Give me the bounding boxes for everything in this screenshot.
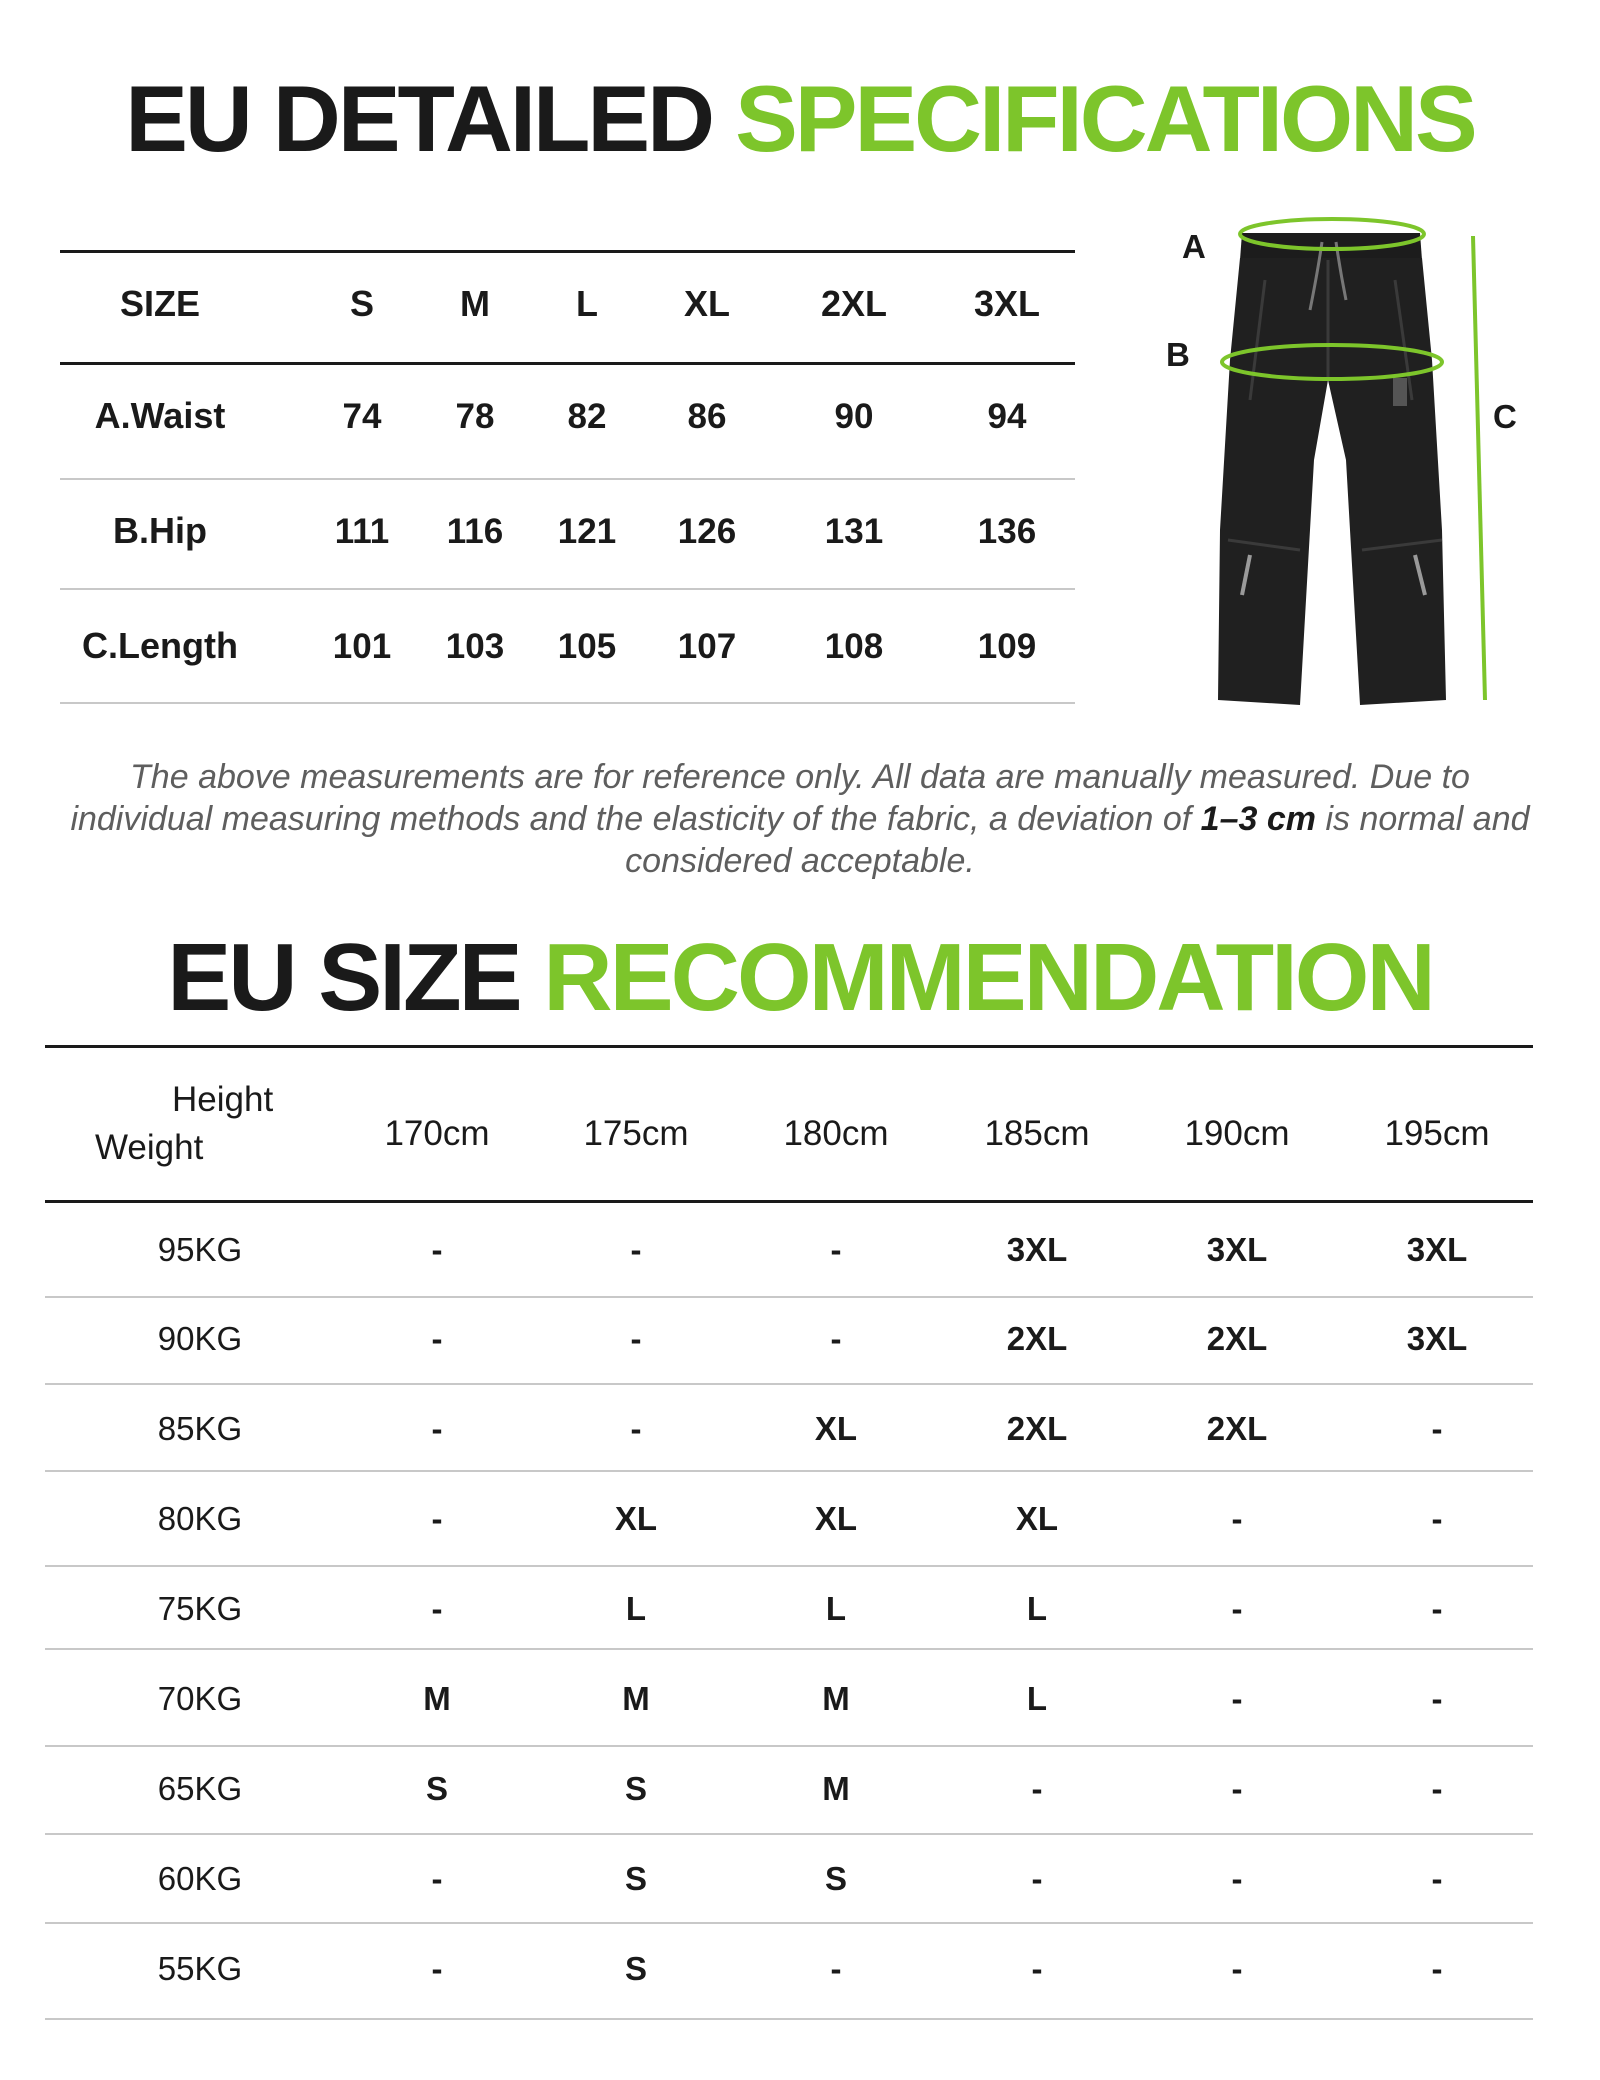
size-cell: S <box>624 1860 647 1897</box>
spec-header-cell: S <box>349 283 374 324</box>
spec-value-cell: 94 <box>987 397 1027 436</box>
rec-row-divider <box>45 1833 1533 1835</box>
pants-diagram <box>1150 200 1550 720</box>
height-header-cell: 190cm <box>1184 1114 1290 1153</box>
spec-row-label: A.Waist <box>94 395 226 436</box>
rec-rule-header <box>45 1200 1533 1203</box>
size-cell: - <box>830 1320 842 1357</box>
size-cell: - <box>431 1860 443 1897</box>
size-cell: - <box>1031 1770 1043 1807</box>
size-cell: XL <box>1015 1500 1059 1537</box>
spec-value-cell: 107 <box>677 627 737 666</box>
size-cell: - <box>1231 1860 1243 1897</box>
size-cell: - <box>830 1231 842 1268</box>
spec-value-cell: 103 <box>445 627 505 666</box>
size-cell: - <box>1231 1590 1243 1627</box>
size-cell: L <box>625 1590 647 1627</box>
size-cell: - <box>1231 1680 1243 1717</box>
size-cell: - <box>431 1500 443 1537</box>
size-cell: - <box>1031 1860 1043 1897</box>
size-cell: L <box>1026 1590 1048 1627</box>
size-cell: S <box>824 1860 847 1897</box>
size-cell: - <box>1031 1950 1043 1987</box>
spec-value-cell: 121 <box>557 512 617 551</box>
spec-value-cell: 136 <box>977 512 1037 551</box>
size-cell: - <box>1431 1770 1443 1807</box>
pants-icon <box>1218 233 1446 705</box>
spec-title <box>0 66 1600 171</box>
rec-row-divider <box>45 1383 1533 1385</box>
weight-label: 70KG <box>157 1680 243 1717</box>
size-cell: 2XL <box>1206 1410 1268 1447</box>
size-cell: M <box>423 1680 451 1717</box>
spec-value-cell: 86 <box>687 397 727 436</box>
rec-title <box>0 924 1600 1031</box>
spec-value-cell: 131 <box>824 512 884 551</box>
note-bold: 1–3 cm <box>1200 800 1316 838</box>
height-header-cell: 180cm <box>783 1114 889 1153</box>
size-cell: 2XL <box>1006 1320 1068 1357</box>
spec-title-green: SPECIFICATIONS <box>735 66 1475 171</box>
size-cell: - <box>431 1590 443 1627</box>
size-cell: - <box>1431 1590 1443 1627</box>
size-cell: XL <box>814 1500 858 1537</box>
weight-label: 60KG <box>157 1860 243 1897</box>
size-cell: - <box>431 1410 443 1447</box>
size-cell: 3XL <box>1206 1231 1268 1268</box>
spec-row-divider <box>60 702 1075 704</box>
size-cell: S <box>425 1770 448 1807</box>
corner-height: Height <box>172 1080 274 1119</box>
size-cell: - <box>1431 1680 1443 1717</box>
spec-value-cell: 74 <box>342 397 382 436</box>
rec-row-divider <box>45 1648 1533 1650</box>
rec-title-green: RECOMMENDATION <box>543 924 1433 1031</box>
size-cell: - <box>630 1231 642 1268</box>
size-cell: M <box>622 1680 650 1717</box>
size-cell: L <box>825 1590 847 1627</box>
label-a: A <box>1182 228 1206 265</box>
spec-header-cell: M <box>460 283 490 324</box>
spec-value-cell: 108 <box>824 627 884 666</box>
spec-row-label: B.Hip <box>113 510 207 551</box>
size-cell: 2XL <box>1006 1410 1068 1447</box>
spec-rule-top <box>60 250 1075 253</box>
spec-value-cell: 116 <box>446 512 504 551</box>
spec-header-cell: L <box>576 283 598 324</box>
rec-row-divider <box>45 1745 1533 1747</box>
size-cell: - <box>431 1950 443 1987</box>
height-header-cell: 170cm <box>384 1114 490 1153</box>
size-cell: - <box>1231 1770 1243 1807</box>
spec-header-cell: 2XL <box>820 283 888 324</box>
rec-rule-top <box>45 1045 1533 1048</box>
rec-row-divider <box>45 2018 1533 2020</box>
height-header-cell: 195cm <box>1384 1114 1490 1153</box>
note-text: The above measurements are for reference only. All data are manually measured. Due to individual measuring methods and the elasticity of the fabric, a deviation of <box>70 758 1470 838</box>
size-cell: - <box>431 1231 443 1268</box>
size-cell: 2XL <box>1206 1320 1268 1357</box>
note-text-end: is normal and considered acceptable. <box>625 800 1530 880</box>
spec-value-cell: 82 <box>567 397 607 436</box>
size-cell: - <box>1431 1950 1443 1987</box>
label-c: C <box>1493 398 1517 435</box>
size-cell: - <box>1431 1500 1443 1537</box>
spec-value-cell: 126 <box>677 512 737 551</box>
height-header-cell: 185cm <box>984 1114 1090 1153</box>
spec-header-cell: 3XL <box>973 283 1041 324</box>
spec-header-cell: SIZE <box>119 283 200 324</box>
spec-row-divider <box>60 588 1075 590</box>
weight-label: 90KG <box>157 1320 243 1357</box>
spec-value-cell: 111 <box>334 512 390 551</box>
size-cell: S <box>624 1770 647 1807</box>
size-cell: XL <box>814 1410 858 1447</box>
rec-row-divider <box>45 1565 1533 1567</box>
height-header-cell: 175cm <box>583 1114 689 1153</box>
corner-weight: Weight <box>95 1128 204 1167</box>
spec-value-cell: 101 <box>332 627 392 666</box>
measurement-note <box>60 756 1540 882</box>
spec-value-cell: 90 <box>834 397 874 436</box>
size-cell: 3XL <box>1006 1231 1068 1268</box>
weight-label: 85KG <box>157 1410 243 1447</box>
size-cell: 3XL <box>1406 1320 1468 1357</box>
weight-label: 55KG <box>157 1950 243 1987</box>
size-cell: - <box>1431 1860 1443 1897</box>
spec-row-label: C.Length <box>82 625 238 666</box>
weight-label: 80KG <box>157 1500 243 1537</box>
weight-label: 95KG <box>157 1231 243 1268</box>
spec-header-cell: XL <box>683 283 730 324</box>
rec-row-divider <box>45 1470 1533 1472</box>
weight-label: 75KG <box>157 1590 243 1627</box>
spec-value-cell: 105 <box>557 627 617 666</box>
spec-row-divider <box>60 478 1075 480</box>
rec-row-divider <box>45 1296 1533 1298</box>
size-cell: - <box>1431 1410 1443 1447</box>
weight-label: 65KG <box>157 1770 243 1807</box>
size-cell: M <box>822 1770 850 1807</box>
size-cell: L <box>1026 1680 1048 1717</box>
spec-value-cell: 78 <box>455 397 495 436</box>
rec-row-divider <box>45 1922 1533 1924</box>
size-cell: - <box>830 1950 842 1987</box>
length-guide <box>1473 236 1485 700</box>
spec-rule-header <box>60 362 1075 365</box>
size-cell: - <box>431 1320 443 1357</box>
size-cell: - <box>630 1320 642 1357</box>
size-cell: M <box>822 1680 850 1717</box>
size-cell: 3XL <box>1406 1231 1468 1268</box>
size-cell: - <box>1231 1950 1243 1987</box>
label-b: B <box>1166 336 1190 373</box>
size-cell: S <box>624 1950 647 1987</box>
size-cell: - <box>1231 1500 1243 1537</box>
spec-title-black: EU DETAILED <box>125 66 712 171</box>
rec-title-black: EU SIZE <box>167 924 520 1031</box>
spec-value-cell: 109 <box>977 627 1037 666</box>
size-cell: XL <box>614 1500 658 1537</box>
size-cell: - <box>630 1410 642 1447</box>
